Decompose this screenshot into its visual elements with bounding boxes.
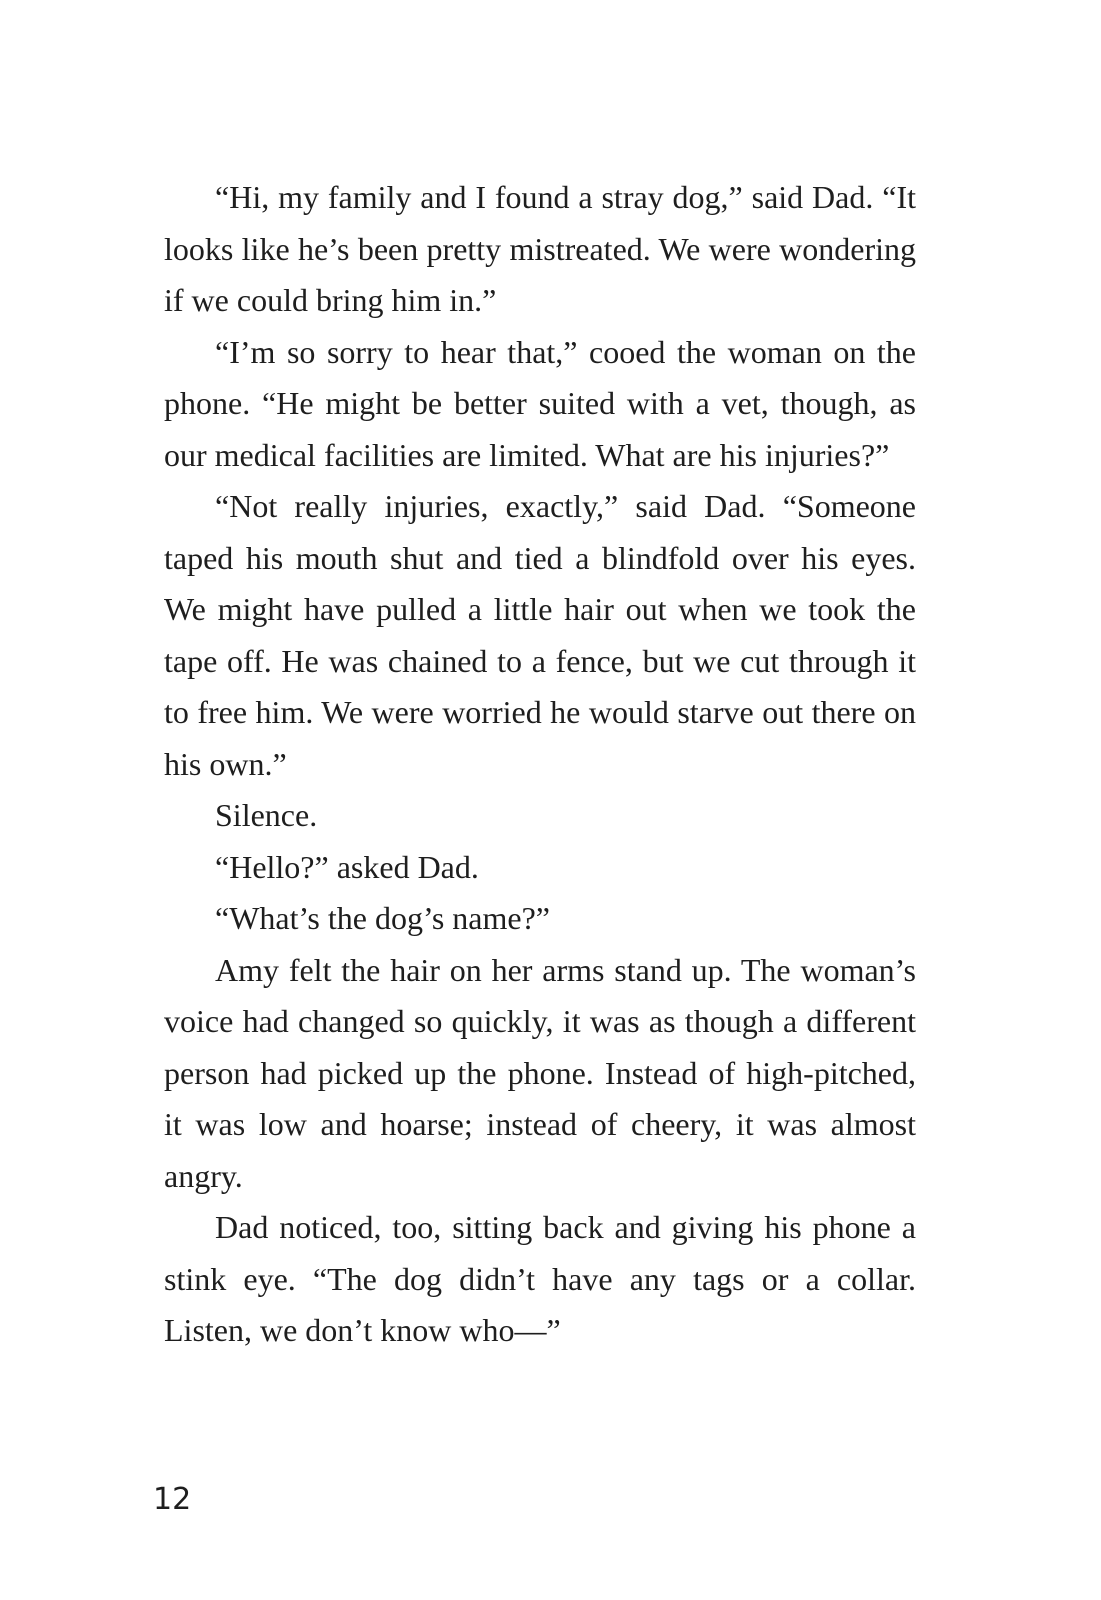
paragraph: “Hi, my family and I found a stray dog,” said Dad. “It looks like he’s been pretty mistreated. We were wondering if we could bring him in.” xyxy=(164,179,916,318)
page-number: 12 xyxy=(153,1482,192,1517)
paragraph: “What’s the dog’s name?” xyxy=(215,900,550,936)
paragraph: Dad noticed, too, sitting back and giving his phone a stink eye. “The dog didn’t have any tags or a collar. Listen, we don’t know who—” xyxy=(164,1209,916,1348)
paragraph: Silence. xyxy=(215,797,318,833)
paragraph: Amy felt the hair on her arms stand up. The woman’s voice had changed so quickly, it was as though a different person had picked up the phone. Instead of high-pitched, it was low and hoarse; instead of cheery, it was almost angry. xyxy=(164,951,916,1194)
body-text xyxy=(164,172,916,1357)
paragraph: “Hello?” asked Dad. xyxy=(215,848,479,885)
paragraph: “I’m so sorry to hear that,” cooed the woman on the phone. “He might be better suited with a vet, though, as our medical facilities are limited. What are his injuries?” xyxy=(164,333,916,473)
paragraph: “Not really injuries, exactly,” said Dad. “Someone taped his mouth shut and tied a blindfold over his eyes. We might have pulled a little hair out when we took the tape off. He was chained to a fence, but we cut through it to free him. We were worried he would starve out there on his own.” xyxy=(164,488,916,782)
